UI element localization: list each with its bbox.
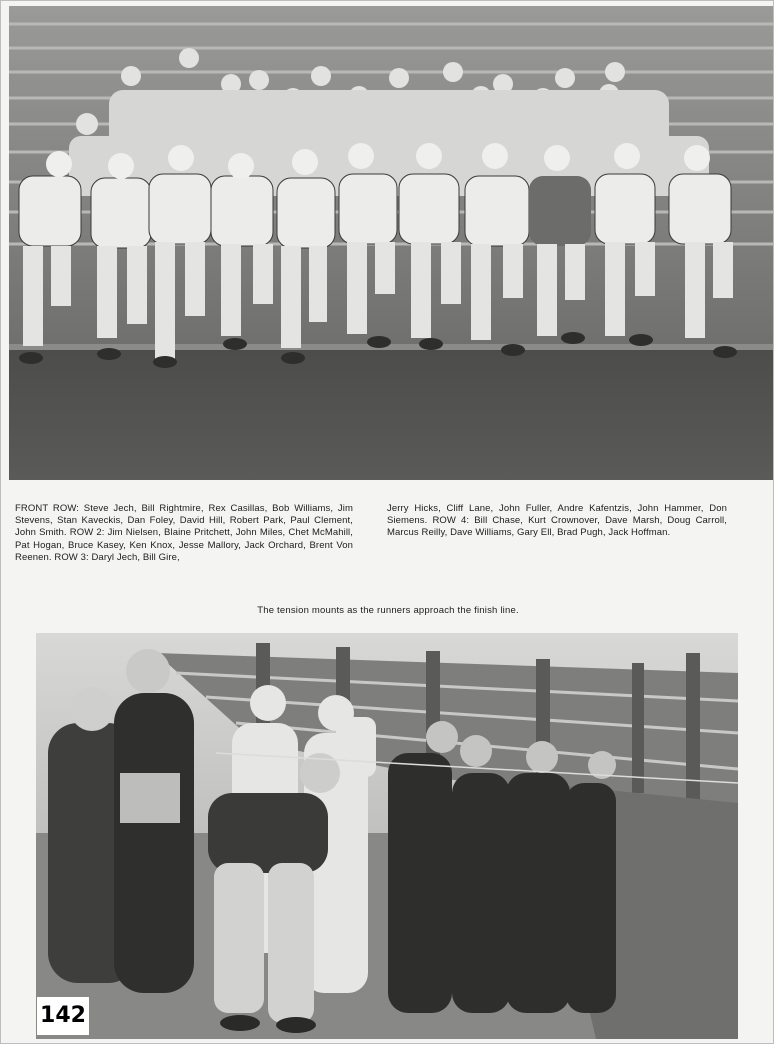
page-number: 142 bbox=[37, 997, 89, 1035]
finish-line-photo bbox=[36, 633, 738, 1039]
team-photo bbox=[9, 6, 773, 480]
roster-caption-right: Jerry Hicks, Cliff Lane, John Fuller, Andre Kafentzis, John Hammer, Don Siemens. ROW 4: Bill Chase, Kurt Crownover, Dave Marsh, Doug Carroll, Marcus Reilly, Dave Williams, Gary Ell, Brad Pugh, Jack Hoffman. bbox=[387, 502, 727, 539]
roster-caption-left: FRONT ROW: Steve Jech, Bill Rightmire, Rex Casillas, Bob Williams, Jim Stevens, Stan Kaveckis, Dan Foley, David Hill, Robert Park, Paul Clement, John Smith. ROW 2: Jim Nielsen, Blaine Pritchett, John Miles, Chet McMahill, Pat Hogan, Bruce Kasey, Ken Knox, Jesse Mallory, Jack Orchard, Brent Von Reenen. ROW 3: Daryl Jech, Bill Gire, bbox=[15, 502, 353, 564]
action-photo-caption: The tension mounts as the runners approach the finish line. bbox=[257, 605, 519, 616]
